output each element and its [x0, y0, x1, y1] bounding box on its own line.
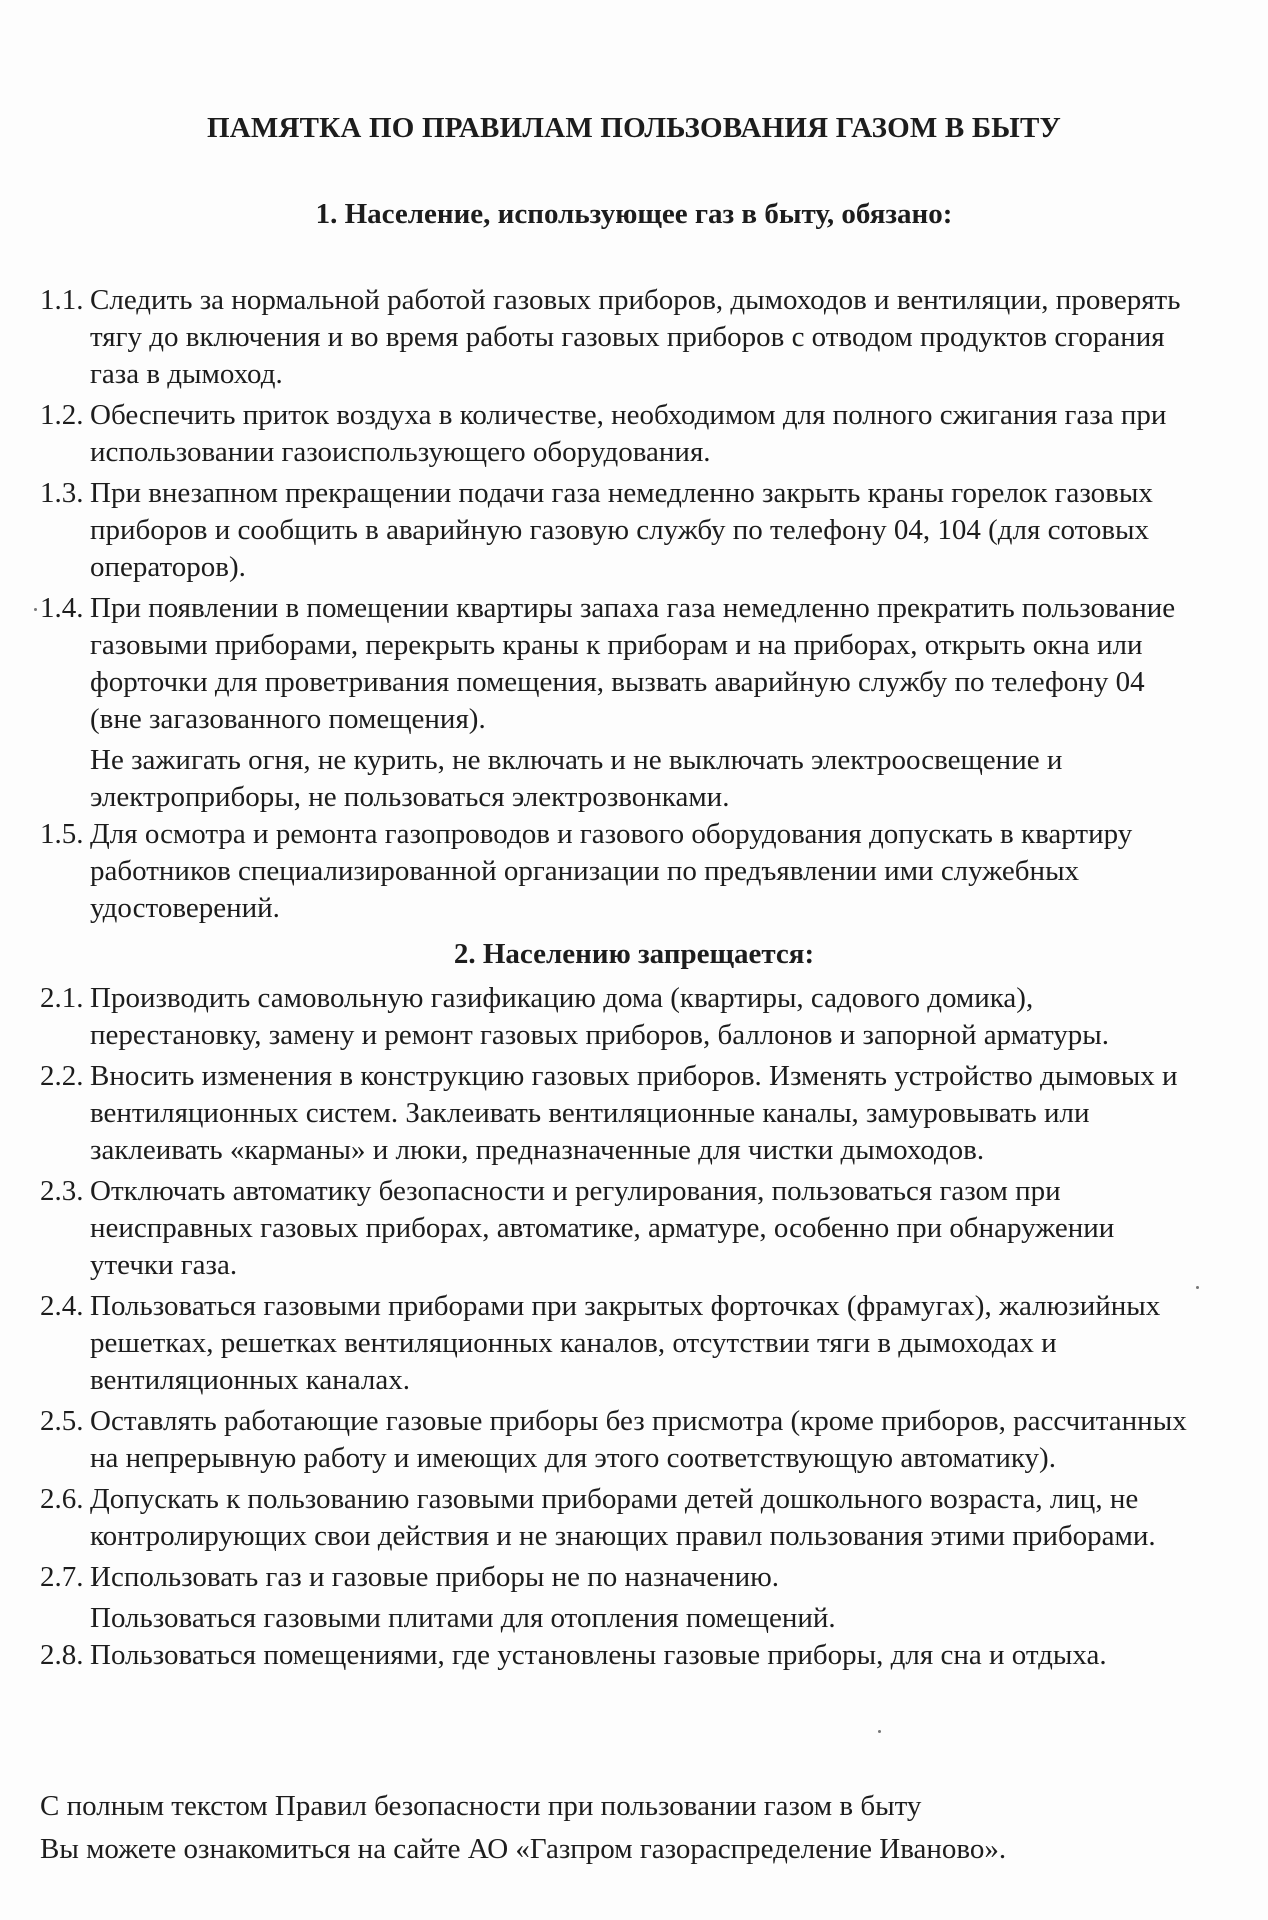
section-1-heading: 1. Население, использующее газ в быту, обязано:: [315, 198, 953, 230]
footer-line: Вы можете ознакомиться на сайте АО «Газпром газораспределение Иваново».: [40, 1833, 1007, 1865]
item-text: Пользоваться помещениями, где установлены газовые приборы, для сна и отдыха.: [90, 1639, 1107, 1671]
list-item: [40, 1637, 1200, 1674]
list-item: [40, 1403, 1200, 1477]
item-text: Пользоваться газовыми приборами при закрытых форточках (фрамугах), жалюзийных решетках, решетках вентиляционных каналов, отсутствии тяги в дымоходах и вентиляционных каналах.: [90, 1290, 1161, 1396]
item-text: Использовать газ и газовые приборы не по назначению.: [90, 1561, 780, 1593]
scan-speck: [1196, 1286, 1199, 1289]
item-number: 2.2.: [40, 1060, 84, 1092]
item-text: Вносить изменения в конструкцию газовых приборов. Изменять устройство дымовых и вентиляционных систем. Заклеивать вентиляционные каналы, замуровывать или заклеивать «карманы» и люки, предназначенные для чистки дымоходов.: [90, 1060, 1178, 1166]
item-text: Допускать к пользованию газовыми приборами детей дошкольного возраста, лиц, не контролирующих свои действия и не знающих правил пользования этими приборами.: [90, 1483, 1156, 1552]
item-number: 2.8.: [40, 1639, 84, 1671]
list-item: [40, 397, 1200, 471]
section-2-list: [40, 980, 1200, 1678]
list-item: [40, 282, 1200, 393]
item-number: 1.2.: [40, 399, 84, 431]
list-item: [40, 1481, 1200, 1555]
item-number: 1.3.: [40, 477, 84, 509]
list-item: [40, 980, 1200, 1054]
list-item: [40, 1058, 1200, 1169]
item-text: Производить самовольную газификацию дома (квартиры, садового домика), перестановку, замену и ремонт газовых приборов, баллонов и запорной арматуры.: [90, 982, 1110, 1051]
document-title: ПАМЯТКА ПО ПРАВИЛАМ ПОЛЬЗОВАНИЯ ГАЗОМ В БЫТУ: [207, 112, 1061, 144]
item-text: Для осмотра и ремонта газопроводов и газового оборудования допускать в квартиру работников специализированной организации по предъявлении ими служебных удостоверений.: [90, 818, 1133, 924]
item-number: 2.3.: [40, 1175, 84, 1207]
item-text: Обеспечить приток воздуха в количестве, необходимом для полного сжигания газа при использовании газоиспользующего оборудования.: [90, 399, 1167, 468]
item-text: Отключать автоматику безопасности и регулирования, пользоваться газом при неисправных газовых приборах, автоматике, арматуре, особенно при обнаружении утечки газа.: [90, 1175, 1115, 1281]
item-extra-paragraph: Пользоваться газовыми плитами для отопления помещений.: [90, 1602, 836, 1634]
item-number: 2.4.: [40, 1290, 84, 1322]
section-1-list: [40, 282, 1200, 931]
item-text: При появлении в помещении квартиры запаха газа немедленно прекратить пользование газовыми приборами, перекрыть краны к приборам и на приборах, открыть окна или форточки для проветривания помещения, вызвать аварийную службу по телефону 04 (вне загазованного помещения).: [90, 592, 1176, 735]
footer-note: [40, 1788, 1200, 1874]
scan-speck: [34, 608, 37, 611]
list-item: [40, 1288, 1200, 1399]
item-text: Следить за нормальной работой газовых приборов, дымоходов и вентиляции, проверять тягу до включения и во время работы газовых приборов с отводом продуктов сгорания газа в дымоход.: [90, 284, 1181, 390]
item-number: 1.4.: [40, 592, 84, 624]
item-number: 1.5.: [40, 818, 84, 850]
list-item: [40, 590, 1200, 738]
section-2-heading: 2. Населению запрещается:: [453, 938, 815, 970]
list-item: [40, 1173, 1200, 1284]
list-item: [40, 816, 1200, 927]
list-item: [40, 475, 1200, 586]
item-extra-paragraph: Не зажигать огня, не курить, не включать и не выключать электроосвещение и электроприборы, не пользоваться электрозвонками.: [90, 744, 1063, 813]
item-number: 1.1.: [40, 284, 84, 316]
item-number: 2.5.: [40, 1405, 84, 1437]
item-text: При внезапном прекращении подачи газа немедленно закрыть краны горелок газовых приборов и сообщить в аварийную газовую службу по телефону 04, 104 (для сотовых операторов).: [90, 477, 1153, 583]
scan-speck: [878, 1730, 881, 1733]
item-number: 2.6.: [40, 1483, 84, 1515]
item-number: 2.7.: [40, 1561, 84, 1593]
footer-line: С полным текстом Правил безопасности при пользовании газом в быту: [40, 1790, 922, 1822]
item-text: Оставлять работающие газовые приборы без присмотра (кроме приборов, рассчитанных на непрерывную работу и имеющих для этого соответствующую автоматику).: [90, 1405, 1187, 1474]
item-number: 2.1.: [40, 982, 84, 1014]
list-item: [40, 1559, 1200, 1596]
